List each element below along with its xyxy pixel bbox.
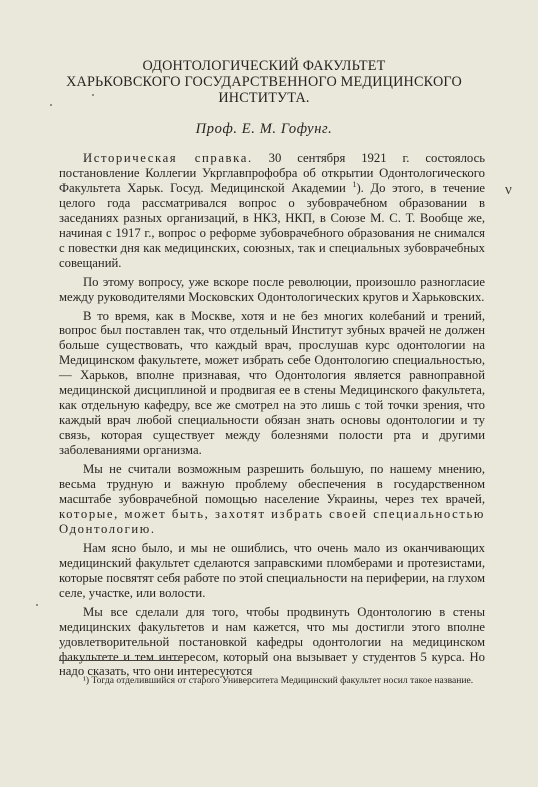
heading-line-3: ИНСТИТУТА. xyxy=(218,90,310,106)
heading-line-1: ОДОНТОЛОГИЧЕСКИЙ ФАКУЛЬТЕТ xyxy=(142,58,386,74)
heading-line-2: ХАРЬКОВСКОГО ГОСУДАРСТВЕННОГО МЕДИЦИНСКОГО xyxy=(66,74,462,90)
paper-speck xyxy=(36,604,38,606)
paper-speck xyxy=(92,94,94,96)
paragraph-1-text: 30 сентября 1921 г. состоялось постановление Коллегии Укрглавпрофобра об открытии Одонтологического Факультета Харьк. Госуд. Медицинской Академии xyxy=(59,151,485,195)
margin-pencil-mark: ν xyxy=(505,182,512,198)
paragraph-1 xyxy=(59,151,485,271)
paragraph-2: По этому вопросу, уже вскоре после революции, произошло разногласие между руководителями Московских Одонтологических кругов и Харьковских. xyxy=(59,274,485,304)
article-heading xyxy=(40,58,488,106)
footnote-rule xyxy=(59,660,179,661)
paragraph-1-lead: Историческая справка. xyxy=(83,151,253,165)
author-line: Проф. Е. М. Гофунг. xyxy=(195,121,333,137)
paragraph-4-spaced: которые, может быть, захотят избрать своей специальностью Одонтологию. xyxy=(59,506,485,536)
paper-speck xyxy=(50,104,52,106)
paragraph-6: Мы все сделали для того, чтобы продвинуть Одонтологию в стены медицинских факультетов и нам кажется, что мы достигли этого вполне удовлетворительной постановкой кафедры одонтологии на медицинском факультете и тем интересом, который она вызывает у студентов 5 курса. Но надо сказать, что они интересуются xyxy=(59,604,485,679)
paragraph-4 xyxy=(59,462,485,537)
paragraph-4-text: Мы не считали возможным разрешить большую, по нашему мнению, весьма трудную и важную проблему обеспечения в государственном масштабе зубоврачебной помощью население Украины, через тех врачей, xyxy=(59,462,485,506)
paragraph-3: В то время, как в Москве, хотя и не без многих колебаний и трений, вопрос был поставлен так, что отдельный Институт зубных врачей не должен больше существовать, что каждый врач, прослушав курс одонтологии на Медицинском факультете, может избрать себе Одонтологию специальностью, — Харьков, вполне признавая, что Одонтология является равноправной медицинской дисциплиной и продвигая ее в стены Медицинского факультета, как отдельную кафедру, все же смотрел на это лишь с той точки зрения, что каждый врач любой специальности обязан знать основы одонтологии и ту связь, которая существует между болезнями полости рта и другими заболеваниями организма. xyxy=(59,308,485,458)
article-body xyxy=(59,151,485,683)
paragraph-1-tail: ). До этого, в течение целого года рассматривался вопрос о зубоврачебном образовании в заседаниях разных организаций, в НКЗ, НКП, в Союзе М. С. Т. Вообще же, начиная с 1917 г., вопрос о реформе зубоврачебного образования не снимался с повестки дня как медицинских, союзных, так и специальных зубоврачебных совещаний. xyxy=(59,180,485,270)
footnote-ref: 1 xyxy=(352,179,357,189)
paragraph-5: Нам ясно было, и мы не ошиблись, что очень мало из оканчивающих медицинский факультет сделаются заправскими пломберами и протезистами, которые посвятят себя работе по этой специальности на периферии, на глухом селе, участке, или волости. xyxy=(59,540,485,600)
footnote: ¹) Тогда отделившийся от старого Университета Медицинский факультет носил такое название. xyxy=(83,675,474,686)
